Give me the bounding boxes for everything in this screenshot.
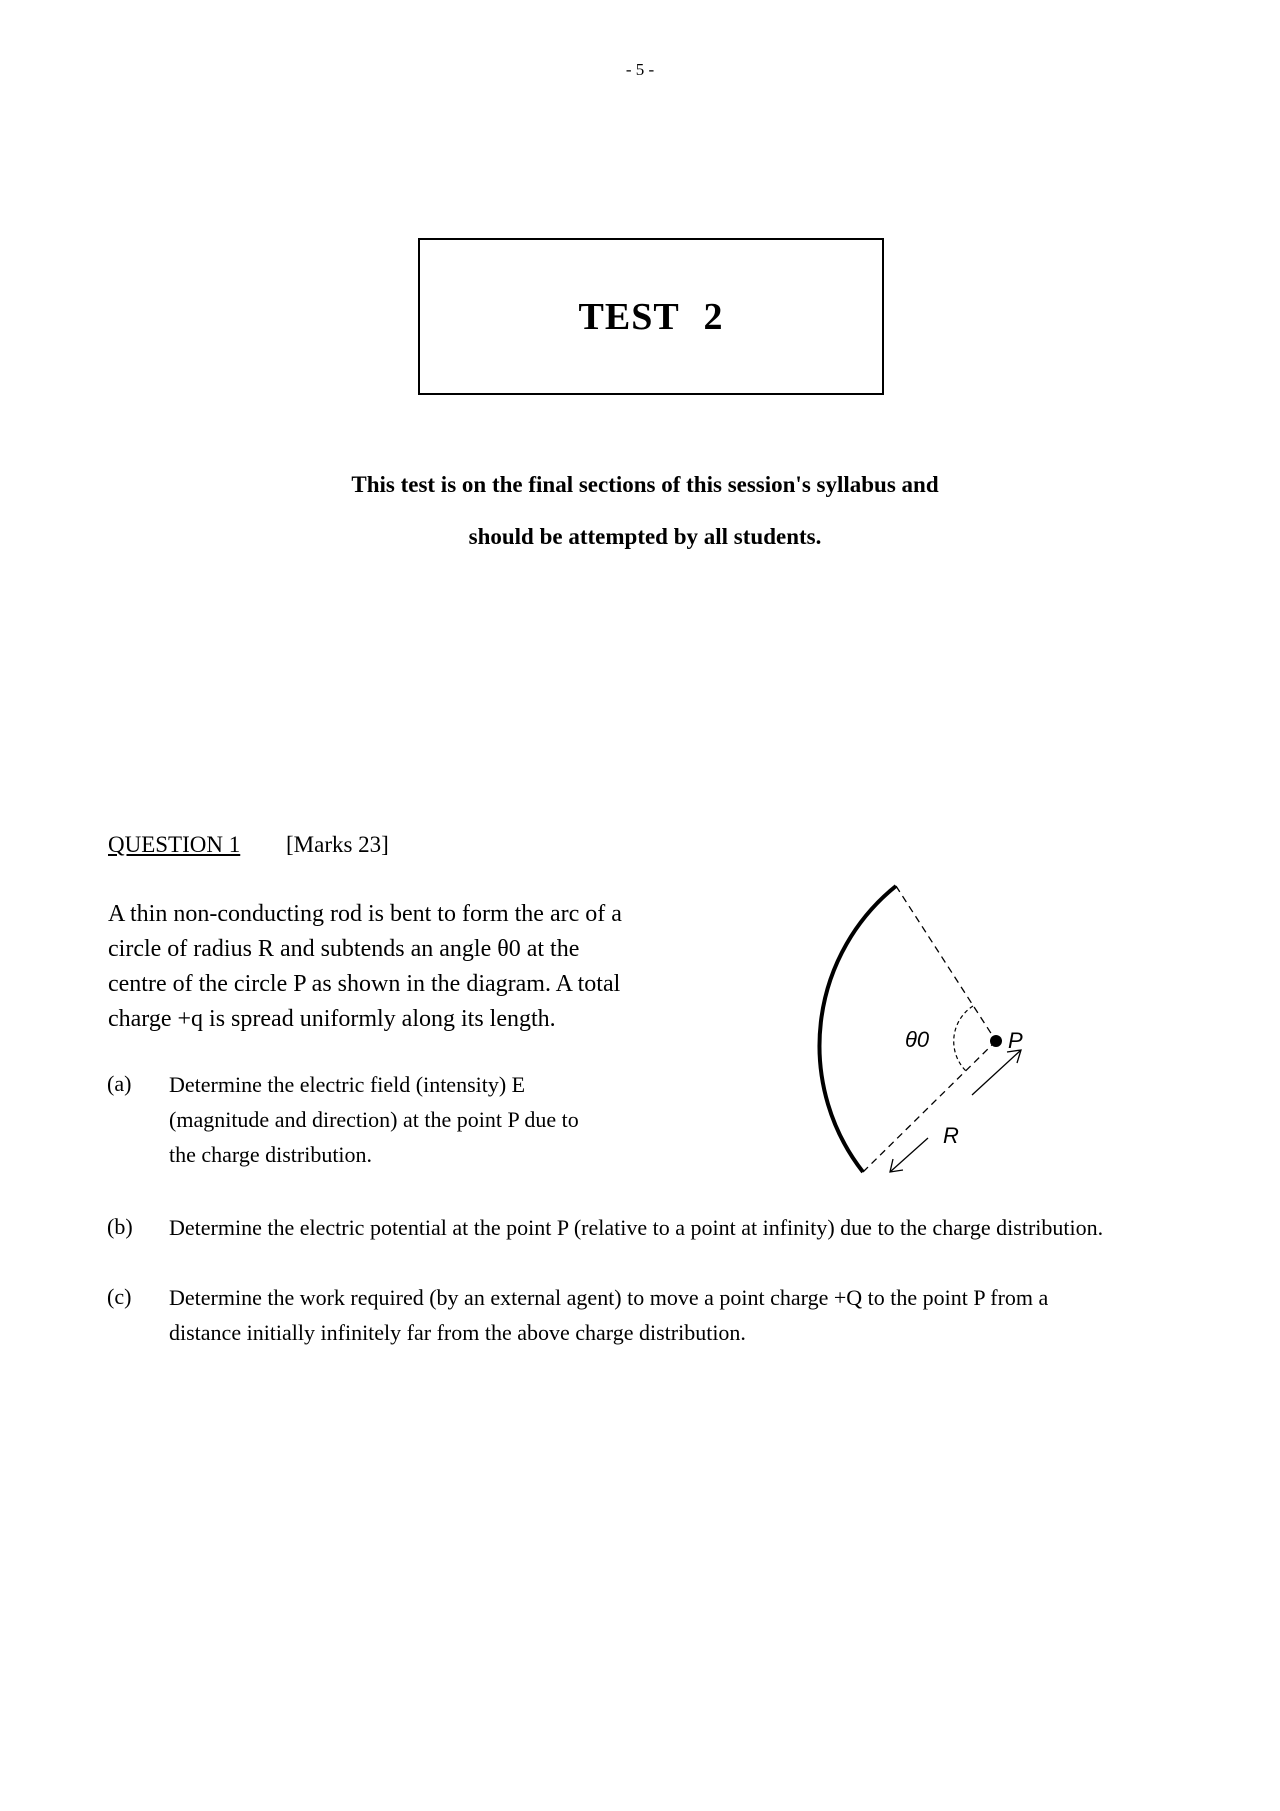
theta-label: θ0 — [905, 1027, 930, 1052]
question-header — [108, 832, 389, 858]
part-b-line: Determine the electric potential at the point P (relative to a point at infinity) due to the charge distribution. — [169, 1215, 1104, 1240]
question-title: QUESTION 1 — [108, 832, 241, 857]
radius-line-top — [896, 886, 996, 1041]
test-title: TEST 2 — [578, 295, 724, 338]
part-a-line: (magnitude and direction) at the point P due to — [169, 1107, 579, 1132]
intro-line: circle of radius R and subtends an angle θ0 at the — [108, 936, 580, 962]
intro-line: charge +q is spread uniformly along its length. — [108, 1006, 556, 1032]
point-p-label: P — [1008, 1028, 1023, 1053]
part-c-line: Determine the work required (by an external agent) to move a point charge +Q to the point P from a — [169, 1285, 1049, 1310]
question-intro — [108, 897, 708, 1037]
question-marks: [Marks 23] — [286, 832, 389, 857]
r-arrow-down — [890, 1138, 928, 1172]
part-a-line: the charge distribution. — [169, 1142, 373, 1167]
charged-arc — [819, 886, 896, 1172]
point-p-dot — [990, 1035, 1002, 1047]
r-arrow-up — [972, 1050, 1021, 1095]
intro-line: A thin non-conducting rod is bent to form the arc of a — [108, 901, 622, 927]
part-b-label: (b) — [107, 1214, 133, 1239]
intro-line: centre of the circle P as shown in the diagram. A total — [108, 971, 621, 997]
radius-label: R — [943, 1123, 959, 1148]
angle-arc — [954, 1006, 973, 1071]
part-c-text — [169, 1280, 1229, 1350]
notice-line-2: should be attempted by all students. — [468, 524, 822, 549]
notice-line-1: This test is on the final sections of this session's syllabus and — [351, 472, 939, 497]
part-c-line: distance initially infinitely far from the above charge distribution. — [169, 1320, 746, 1345]
part-a-label: (a) — [107, 1071, 132, 1096]
part-a-text — [169, 1067, 689, 1172]
part-a-line: Determine the electric field (intensity) E — [169, 1072, 526, 1097]
radius-line-bottom — [863, 1041, 996, 1172]
part-b-text — [169, 1210, 1229, 1245]
page-number: - 5 - — [625, 60, 655, 79]
part-c-label: (c) — [107, 1284, 132, 1309]
test-title-box — [418, 238, 884, 395]
arc-diagram — [780, 870, 1040, 1210]
